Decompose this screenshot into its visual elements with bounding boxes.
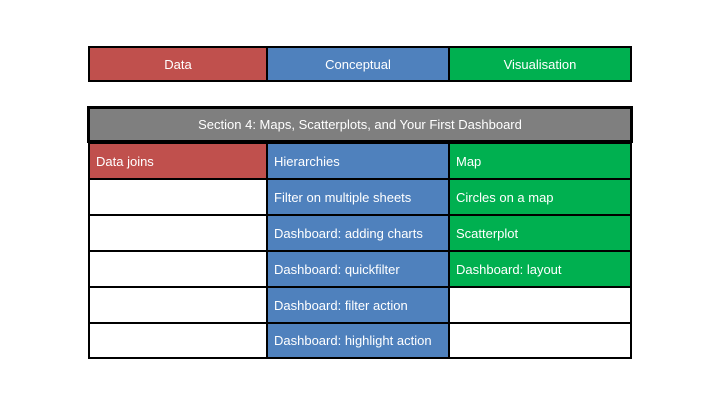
table-cell-data [88, 178, 268, 216]
cell-text: Data joins [96, 153, 154, 169]
table-cell-visualisation [448, 286, 632, 324]
table-cell-conceptual [266, 286, 450, 324]
table-cell-data [88, 286, 268, 324]
legend-conceptual [266, 46, 450, 82]
table-cell-data [88, 142, 268, 180]
table-cell-data [88, 250, 268, 288]
table-cell-conceptual [266, 250, 450, 288]
section-title: Section 4: Maps, Scatterplots, and Your First Dashboard [198, 117, 522, 132]
table-cell-visualisation [448, 322, 632, 359]
cell-text: Circles on a map [456, 189, 554, 205]
legend-conceptual-label: Conceptual [325, 56, 391, 72]
legend-visualisation [448, 46, 632, 82]
cell-text: Map [456, 153, 482, 169]
table-cell-visualisation [448, 214, 632, 252]
cell-text: Dashboard: quickfilter [274, 261, 400, 277]
section-header [87, 106, 633, 143]
cell-text: Scatterplot [456, 225, 519, 241]
table-cell-visualisation [448, 178, 632, 216]
table-cell-visualisation [448, 142, 632, 180]
cell-text: Hierarchies [274, 153, 340, 169]
cell-text: Filter on multiple sheets [274, 189, 412, 205]
legend-data [88, 46, 268, 82]
cell-text: Dashboard: filter action [274, 297, 408, 313]
table-cell-visualisation [448, 250, 632, 288]
table-cell-conceptual [266, 322, 450, 359]
table-cell-data [88, 322, 268, 359]
cell-text: Dashboard: adding charts [274, 225, 423, 241]
table-cell-conceptual [266, 142, 450, 180]
legend-data-label: Data [164, 56, 192, 72]
cell-text: Dashboard: highlight action [274, 333, 432, 348]
table-cell-conceptual [266, 214, 450, 252]
table-cell-data [88, 214, 268, 252]
cell-text: Dashboard: layout [456, 261, 562, 277]
legend-visualisation-label: Visualisation [503, 56, 577, 72]
table-cell-conceptual [266, 178, 450, 216]
